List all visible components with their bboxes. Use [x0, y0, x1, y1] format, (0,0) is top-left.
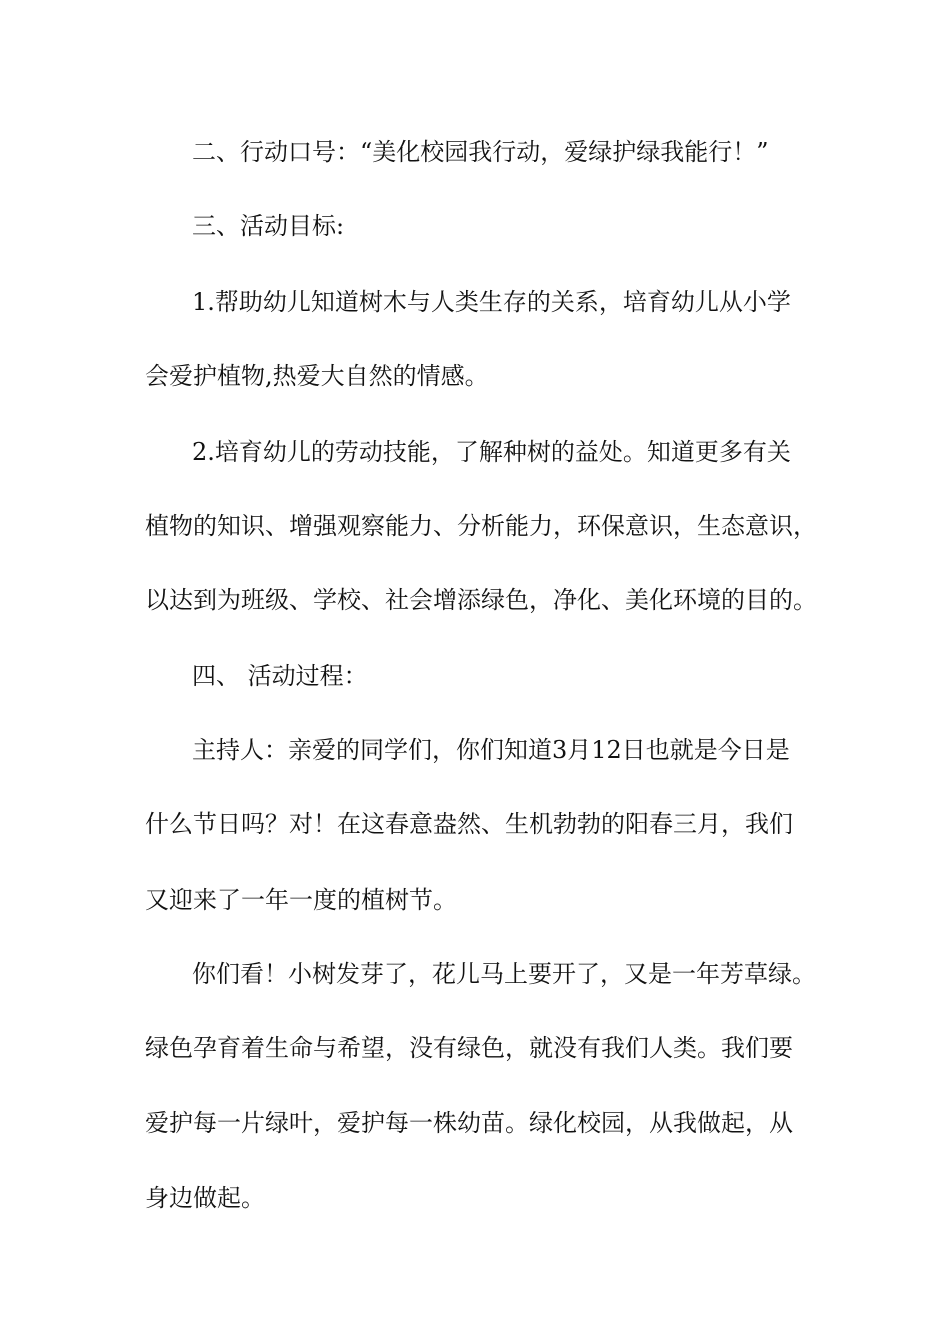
- host-intro-line-1: 主持人：亲爱的同学们，你们知道3月12日也就是今日是: [192, 736, 790, 764]
- goal-2-line-2: 植物的知识、增强观察能力、分析能力，环保意识，生态意识，: [145, 512, 817, 540]
- paragraph-line-1: 你们看！小树发芽了，花儿马上要开了，又是一年芳草绿。: [192, 960, 816, 988]
- paragraph-line-4: 身边做起。: [145, 1184, 265, 1212]
- paragraph-line-2: 绿色孕育着生命与希望，没有绿色，就没有我们人类。我们要: [145, 1034, 793, 1062]
- goal-2-line-3: 以达到为班级、学校、社会增添绿色，净化、美化环境的目的。: [145, 586, 817, 614]
- host-intro-line-2: 什么节日吗？对！在这春意盎然、生机勃勃的阳春三月，我们: [145, 810, 793, 838]
- goal-1-line-1: 1.帮助幼儿知道树木与人类生存的关系，培育幼儿从小学: [192, 288, 791, 316]
- goals-heading: 三、活动目标:: [192, 212, 345, 240]
- paragraph-line-3: 爱护每一片绿叶，爱护每一株幼苗。绿化校园，从我做起，从: [145, 1109, 793, 1137]
- goal-2-line-1: 2.培育幼儿的劳动技能，了解种树的益处。知道更多有关: [192, 438, 791, 466]
- host-intro-line-3: 又迎来了一年一度的植树节。: [145, 886, 457, 914]
- slogan-heading: 二、行动口号：“美化校园我行动，爱绿护绿我能行！”: [192, 138, 769, 166]
- process-heading: 四、 活动过程：: [192, 662, 368, 690]
- goal-1-line-2: 会爱护植物,热爱大自然的情感。: [145, 362, 489, 390]
